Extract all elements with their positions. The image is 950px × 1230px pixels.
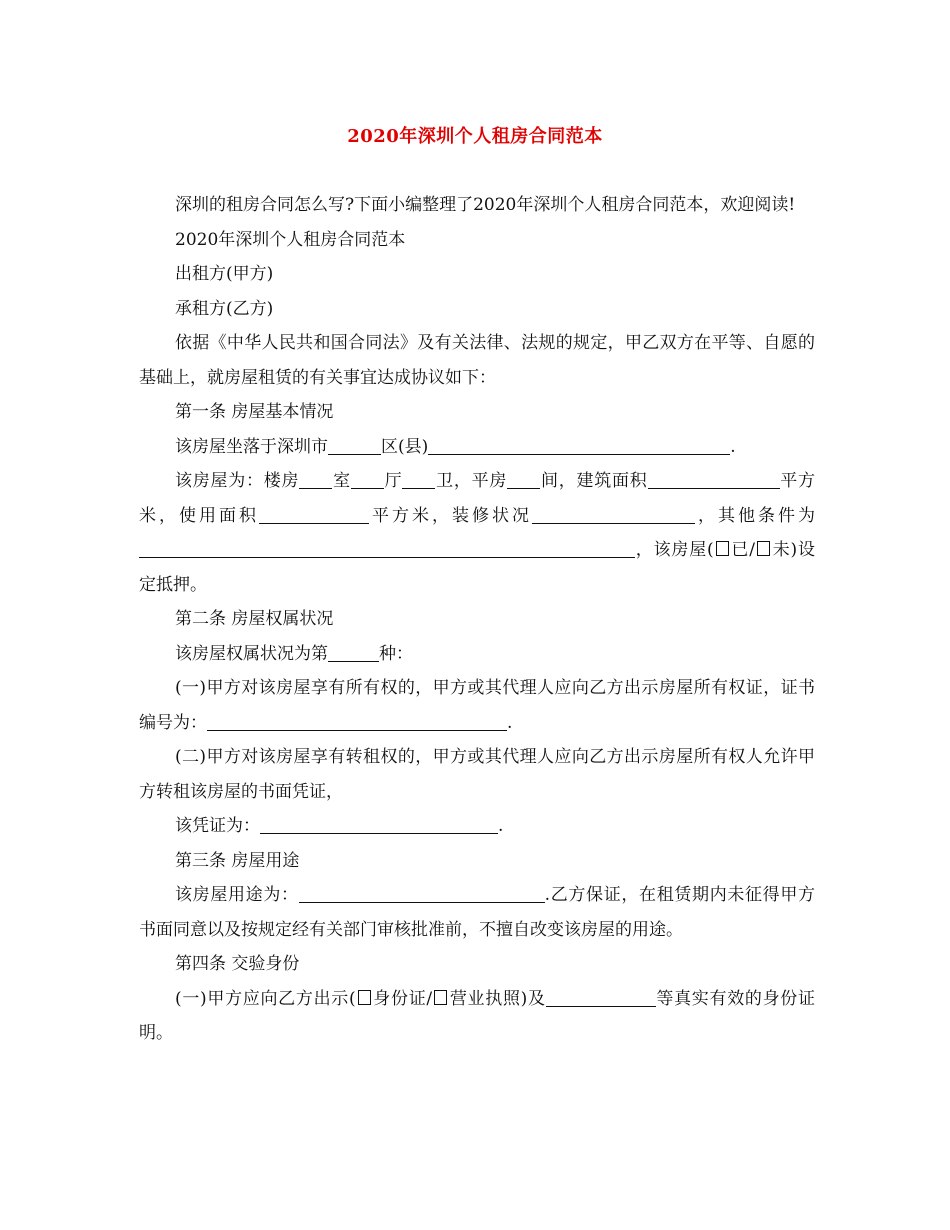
document-title: 2020年深圳个人租房合同范本 xyxy=(347,126,603,147)
ownership-type-line: 该房屋权属状况为第 种： xyxy=(139,637,815,672)
article-4-heading: 第四条 交验身份 xyxy=(175,954,300,974)
address-blank[interactable] xyxy=(428,434,730,455)
article-2-heading: 第二条 房屋权属状况 xyxy=(175,609,334,629)
certificate-number-blank[interactable] xyxy=(207,710,507,731)
checkbox-icon[interactable] xyxy=(434,990,447,1005)
halls-blank[interactable] xyxy=(351,468,384,489)
intro-paragraph: 深圳的租房合同怎么写?下面小编整理了2020年深圳个人租房合同范本，欢迎阅读! xyxy=(175,195,796,215)
bungalow-rooms-blank[interactable] xyxy=(507,468,540,489)
checkbox-icon[interactable] xyxy=(757,541,770,556)
ownership-clause-a: (一)甲方对该房屋享有所有权的，甲方或其代理人应向乙方出示房屋所有权证，证书编号为： . xyxy=(139,678,815,733)
baths-blank[interactable] xyxy=(402,468,435,489)
article-1-heading: 第一条 房屋基本情况 xyxy=(175,402,334,422)
house-use-paragraph: 该房屋用途为： .乙方保证，在租赁期内未征得甲方书面同意以及按规定经有关部门审核批准前，不擅自改变该房屋的用途。 xyxy=(139,878,815,947)
house-type-paragraph: 该房屋为：楼房 室 厅 卫，平房 间，建筑面积 平方米，使用面积 平方米，装修状况 ，其他条件为，该房屋( 已/ 未)设定抵押。 xyxy=(139,464,815,602)
checkbox-icon[interactable] xyxy=(716,541,729,556)
district-blank[interactable] xyxy=(328,434,381,455)
voucher-blank[interactable] xyxy=(260,813,498,834)
legal-basis-paragraph: 依据《中华人民共和国合同法》及有关法律、法规的规定，甲乙双方在平等、自愿的基础上，就房屋租赁的有关事宜达成协议如下： xyxy=(139,333,815,388)
other-id-blank[interactable] xyxy=(546,986,656,1007)
article-3-heading: 第三条 房屋用途 xyxy=(175,850,300,871)
checkbox-icon[interactable] xyxy=(358,990,371,1005)
usable-area-blank[interactable] xyxy=(259,503,369,524)
identity-paragraph: (一)甲方应向乙方出示( 身份证/ 营业执照)及 等真实有效的身份证明。 xyxy=(139,982,815,1051)
document-body xyxy=(139,188,815,1051)
other-conditions-blank[interactable] xyxy=(139,537,635,558)
voucher-line: 该凭证为： . xyxy=(139,809,815,844)
party-b-line: 承租方(乙方) xyxy=(175,298,274,319)
ownership-clause-b: (二)甲方对该房屋享有转租权的，甲方或其代理人应向乙方出示房屋所有权人允许甲方转租该房屋的书面凭证， xyxy=(139,747,815,802)
ownership-type-blank[interactable] xyxy=(328,641,379,662)
party-a-line: 出租方(甲方) xyxy=(175,264,274,284)
contract-subtitle: 2020年深圳个人租房合同范本 xyxy=(175,229,406,250)
decoration-blank[interactable] xyxy=(532,503,695,524)
rooms-blank[interactable] xyxy=(299,468,332,489)
house-use-blank[interactable] xyxy=(299,882,545,903)
location-line: 该房屋坐落于深圳市 区(县) . xyxy=(139,430,815,465)
building-area-blank[interactable] xyxy=(648,468,780,489)
